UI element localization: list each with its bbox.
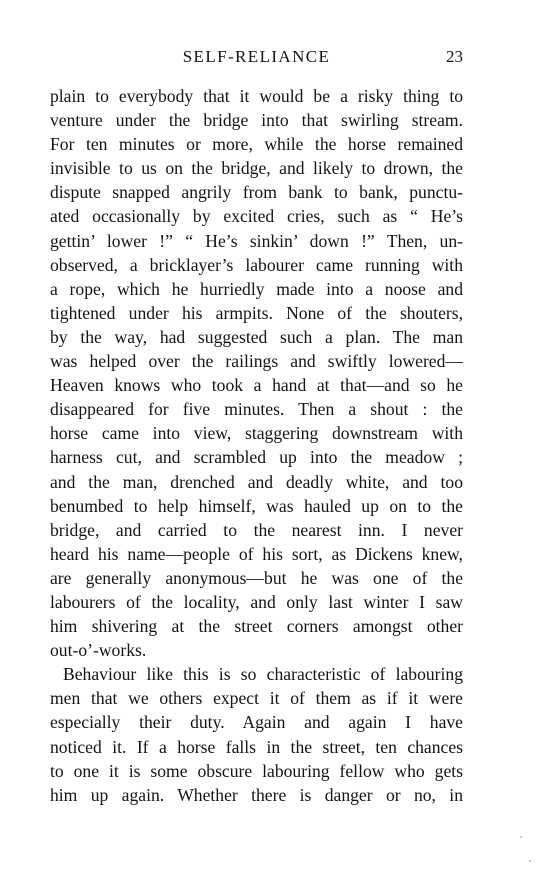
text-line: invisible to us on the bridge, and likely to drown, the (50, 158, 463, 179)
text-line: heard his name—people of his sort, as Dickens knew, (50, 543, 463, 564)
page-number: 23 (446, 47, 463, 66)
text-line: are generally anonymous—but he was one of the (50, 567, 463, 588)
text-line: was helped over the railings and swiftly lowered— (50, 351, 463, 372)
text-line: ated occasionally by excited cries, such as “ He’s (50, 206, 463, 227)
text-line: For ten minutes or more, while the horse remained (50, 134, 463, 155)
text-line: a rope, which he hurriedly made into a noose and (50, 278, 463, 299)
running-head (50, 47, 463, 71)
paper-speck (520, 836, 522, 838)
text-line: harness cut, and scrambled up into the meadow ; (50, 447, 463, 468)
text-line: benumbed to help himself, was hauled up on to the (50, 495, 463, 516)
text-line: especially their duty. Again and again I have (50, 712, 463, 733)
body-text (50, 84, 463, 807)
text-line: by the way, had suggested such a plan. The man (50, 326, 463, 347)
text-line: dispute snapped angrily from bank to bank, punctu- (50, 182, 463, 203)
text-line: tightened under his armpits. None of the shouters, (50, 302, 463, 323)
text-line: bridge, and carried to the nearest inn. I never (50, 519, 463, 540)
text-line: plain to everybody that it would be a risky thing to (50, 86, 463, 106)
running-title: SELF-RELIANCE (182, 47, 331, 66)
text-line: venture under the bridge into that swirling stream. (50, 110, 463, 131)
paper-speck (529, 860, 531, 862)
paragraph-start-line: Behaviour like this is so characteristic of labouring (63, 664, 463, 685)
text-line: noticed it. If a horse falls in the street, ten chances (50, 736, 463, 757)
text-line: him shivering at the street corners amongst other (50, 616, 463, 637)
text-line: horse came into view, staggering downstream with (50, 423, 463, 444)
text-line: him up again. Whether there is danger or no, in (50, 784, 463, 805)
text-line: men that we others expect it of them as if it were (50, 688, 463, 709)
text-line: disappeared for five minutes. Then a shout : the (50, 399, 463, 420)
text-line: observed, a bricklayer’s labourer came running with (50, 254, 463, 275)
paragraph-end-line: out-o’-works. (50, 640, 147, 661)
text-line: to one it is some obscure labouring fellow who gets (50, 760, 463, 781)
text-line: Heaven knows who took a hand at that—and so he (50, 375, 463, 396)
text-line: gettin’ lower !” “ He’s sinkin’ down !” Then, un- (50, 230, 463, 251)
text-line: labourers of the locality, and only last winter I saw (50, 591, 463, 612)
text-line: and the man, drenched and deadly white, and too (50, 471, 463, 492)
